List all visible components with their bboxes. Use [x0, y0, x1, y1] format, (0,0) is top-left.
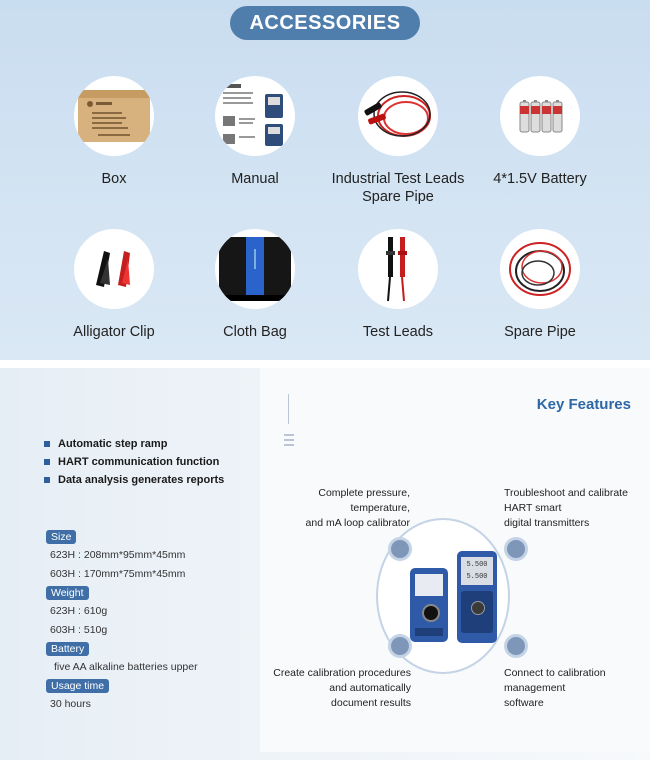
- accessory-manual: [180, 76, 330, 188]
- ring-dot-top-left: [388, 537, 412, 561]
- accessory-label: Cloth Bag: [223, 324, 287, 340]
- accessory-label: Spare Pipe: [504, 324, 576, 340]
- accessory-test-leads: [323, 229, 473, 341]
- accessory-industrial-test-leads: [323, 76, 473, 206]
- usage-time-tag: Usage time: [46, 679, 109, 693]
- feature-text: Automatic step ramp: [58, 438, 168, 450]
- test-leads-spare-pipe-icon: [358, 76, 438, 156]
- ring-dot-bottom-left: [388, 634, 412, 658]
- calibrator-603h-image: [410, 568, 448, 642]
- size-603: 603H : 170mm*75mm*45mm: [50, 568, 186, 580]
- keypad: [461, 591, 493, 633]
- screen-reading: 5.500: [466, 573, 488, 581]
- key-features-title: Key Features: [536, 396, 631, 413]
- accessory-label: Box: [101, 171, 127, 187]
- battery-icon: [500, 76, 580, 156]
- feature-bullet: [44, 456, 219, 468]
- menu-decor-icon: [284, 434, 294, 446]
- feature-bullet: [44, 438, 167, 450]
- battery-tag: Battery: [46, 642, 89, 656]
- bullet-square-icon: [44, 441, 50, 447]
- nav-button-icon: [471, 601, 485, 615]
- accessory-battery: [465, 76, 615, 188]
- accessory-label: Alligator Clip: [73, 324, 155, 340]
- accessories-section: [0, 0, 650, 360]
- features-section: [0, 368, 650, 760]
- alligator-clip-icon: [74, 229, 154, 309]
- accessory-box: [39, 76, 189, 188]
- accessory-label: 4*1.5V Battery: [493, 171, 587, 187]
- weight-603: 603H : 510g: [50, 624, 108, 636]
- accessory-label: Industrial Test Leads Spare Pipe: [331, 171, 465, 205]
- accessory-spare-pipe: [465, 229, 615, 341]
- calibrator-screen: [461, 557, 493, 585]
- calibrator-screen: [415, 574, 443, 596]
- callout-top-left: Complete pressure, temperature, and mA loop calibrator: [305, 487, 410, 529]
- accessories-title: ACCESSORIES: [230, 6, 420, 40]
- feature-bullet: [44, 474, 224, 486]
- callout-bottom-left: Create calibration procedures and automatically document results: [273, 667, 411, 709]
- bullet-square-icon: [44, 477, 50, 483]
- dial-icon: [422, 604, 440, 622]
- usage-time-value: 30 hours: [50, 698, 91, 710]
- weight-623: 623H : 610g: [50, 605, 108, 617]
- accessory-label: Manual: [231, 171, 279, 187]
- size-623: 623H : 208mm*95mm*45mm: [50, 549, 186, 561]
- ring-dot-bottom-right: [504, 634, 528, 658]
- calibrator-623h-image: [457, 551, 497, 643]
- bullet-square-icon: [44, 459, 50, 465]
- box-icon: [74, 76, 154, 156]
- accessory-alligator-clip: [39, 229, 189, 341]
- accessory-cloth-bag: [180, 229, 330, 341]
- cloth-bag-icon: [215, 229, 295, 309]
- decor-line: [288, 394, 289, 424]
- manual-icon: [215, 76, 295, 156]
- feature-text: HART communication function: [58, 456, 220, 468]
- ring-dot-top-right: [504, 537, 528, 561]
- weight-tag: Weight: [46, 586, 89, 600]
- accessory-label: Test Leads: [362, 324, 434, 340]
- section-divider: [0, 360, 650, 368]
- callout-top-right: Troubleshoot and calibrate HART smart digital transmitters: [504, 487, 628, 529]
- size-tag: Size: [46, 530, 76, 544]
- callout-bottom-right: Connect to calibration management software: [504, 667, 606, 709]
- screen-reading: 5.500: [466, 561, 488, 569]
- feature-text: Data analysis generates reports: [58, 474, 225, 486]
- test-leads-icon: [358, 229, 438, 309]
- spare-pipe-icon: [500, 229, 580, 309]
- battery-value: five AA alkaline batteries upper: [54, 661, 198, 673]
